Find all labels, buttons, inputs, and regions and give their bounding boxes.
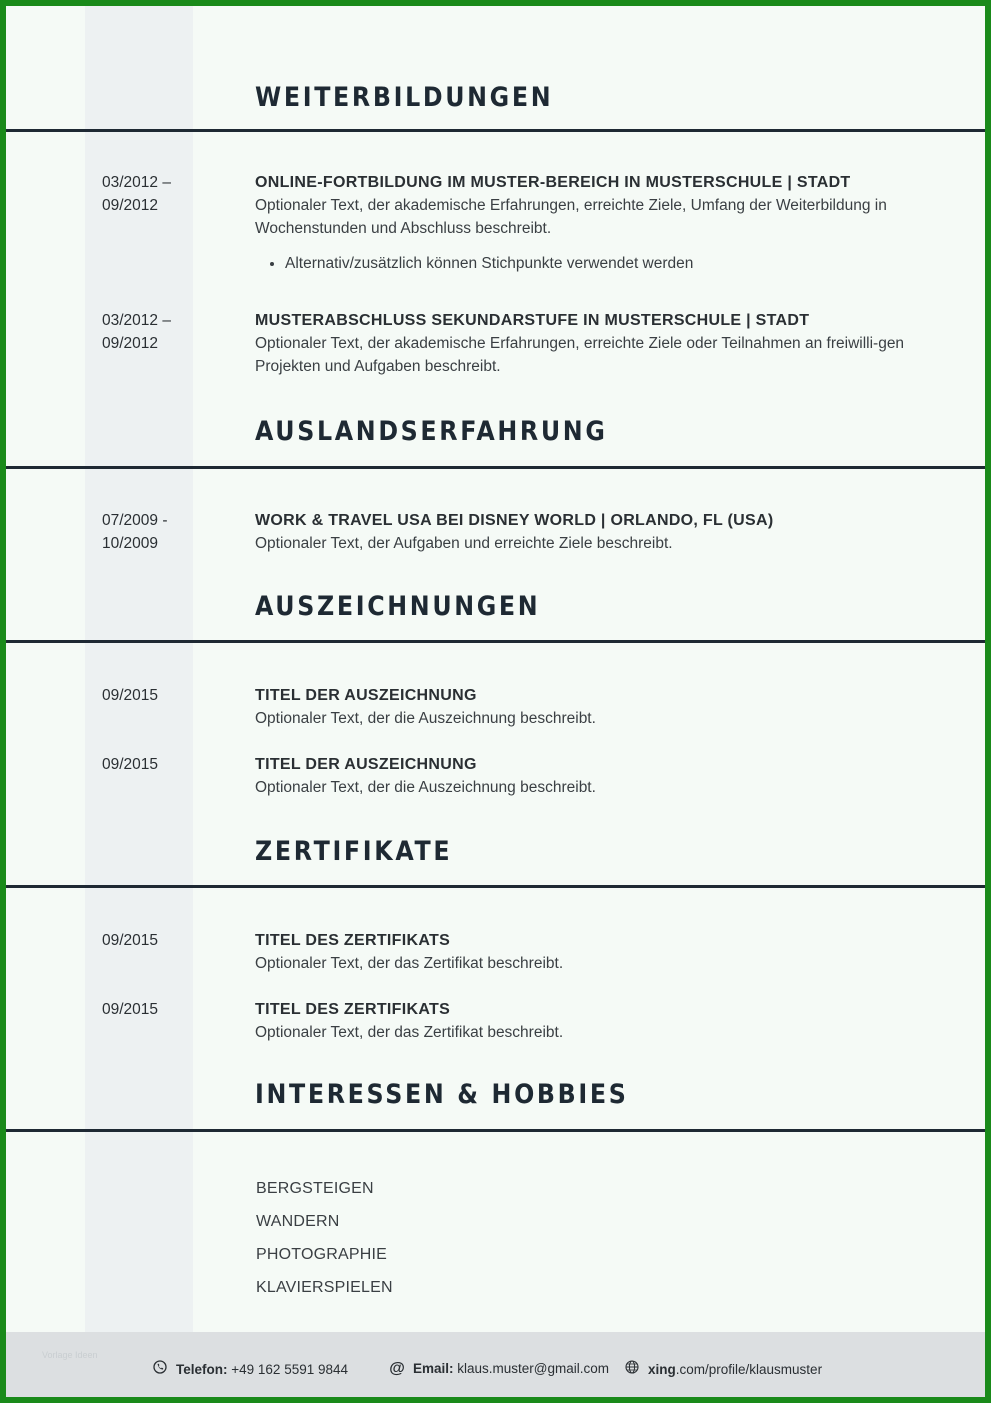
entry-description: Optionaler Text, der das Zertifikat beschreibt. <box>255 955 564 972</box>
entry-description: Optionaler Text, der akademische Erfahrungen, erreichte Ziele, Umfang der Weiterbildung in Wochenstunden und Abschluss beschreibt. <box>255 197 887 237</box>
email-label: Email: <box>413 1361 454 1376</box>
entry-title: TITEL DES ZERTIFIKATS <box>255 1001 451 1018</box>
section-title-weiterbildungen: WEITERBILDUNGEN <box>255 82 554 113</box>
section-title-zertifikate: ZERTIFIKATE <box>255 836 453 867</box>
section-divider <box>6 129 985 132</box>
email-value[interactable]: klaus.muster@gmail.com <box>457 1361 610 1376</box>
section-divider <box>6 640 985 643</box>
phone-icon <box>152 1360 168 1377</box>
entry-date: 09/2015 <box>102 1001 159 1018</box>
entry-description: Optionaler Text, der das Zertifikat beschreibt. <box>255 1024 564 1041</box>
entry-date: 09/2015 <box>102 932 159 949</box>
entry-description: Optionaler Text, der die Auszeichnung beschreibt. <box>255 710 596 727</box>
hobby-item: KLAVIERSPIELEN <box>256 1279 393 1296</box>
contact-footer <box>6 1332 985 1397</box>
at-icon: @ <box>389 1360 405 1377</box>
entry-title: ONLINE-FORTBILDUNG IM MUSTER-BEREICH IN MUSTERSCHULE | STADT <box>255 174 851 191</box>
phone-label: Telefon: <box>176 1362 228 1377</box>
hobby-item: BERGSTEIGEN <box>256 1180 374 1197</box>
entry-description: Optionaler Text, der die Auszeichnung beschreibt. <box>255 779 596 796</box>
contact-phone <box>152 1360 348 1377</box>
entry-date: 09/2015 <box>102 687 159 704</box>
section-title-auszeichnungen: AUSZEICHNUNGEN <box>255 591 541 622</box>
cv-page <box>6 6 985 1397</box>
section-divider <box>6 466 985 469</box>
hobby-item: WANDERN <box>256 1213 340 1230</box>
hobby-item: PHOTOGRAPHIE <box>256 1246 388 1263</box>
globe-icon <box>624 1360 640 1377</box>
entry-title: TITEL DES ZERTIFIKATS <box>255 932 451 949</box>
bullet-list <box>255 252 935 275</box>
xing-label: xing <box>648 1362 676 1377</box>
section-title-interessen: INTERESSEN & HOBBIES <box>255 1079 629 1110</box>
section-divider <box>6 1129 985 1132</box>
entry-title: TITEL DER AUSZEICHNUNG <box>255 756 477 773</box>
entry-date: 03/2012 – 09/2012 <box>102 312 171 352</box>
entry-date: 09/2015 <box>102 756 159 773</box>
phone-value: +49 162 5591 9844 <box>231 1362 349 1377</box>
section-divider <box>6 885 985 888</box>
section-title-auslandserfahrung: AUSLANDSERFAHRUNG <box>255 416 608 447</box>
entry-date: 03/2012 – 09/2012 <box>102 174 171 214</box>
entry-description: Optionaler Text, der akademische Erfahrungen, erreichte Ziele oder Teilnahmen an freiwilli-gen Projekten und Aufgaben beschreibt. <box>255 335 905 375</box>
entry-description: Optionaler Text, der Aufgaben und erreichte Ziele beschreibt. <box>255 535 673 552</box>
entry-date: 07/2009 - 10/2009 <box>102 512 168 552</box>
hobby-list <box>256 1172 393 1304</box>
entry-title: TITEL DER AUSZEICHNUNG <box>255 687 477 704</box>
entry-title: MUSTERABSCHLUSS SEKUNDARSTUFE IN MUSTERSCHULE | STADT <box>255 312 810 329</box>
contact-xing <box>624 1360 822 1377</box>
xing-value[interactable]: .com/profile/klausmuster <box>675 1362 823 1377</box>
contact-email <box>389 1360 609 1378</box>
watermark: Vorlage Ideen <box>42 1350 98 1360</box>
bullet-item: • Alternativ/zusätzlich können Stichpunkte verwendet werden <box>285 252 935 275</box>
entry-title: WORK & TRAVEL USA BEI DISNEY WORLD | ORLANDO, FL (USA) <box>255 512 774 529</box>
